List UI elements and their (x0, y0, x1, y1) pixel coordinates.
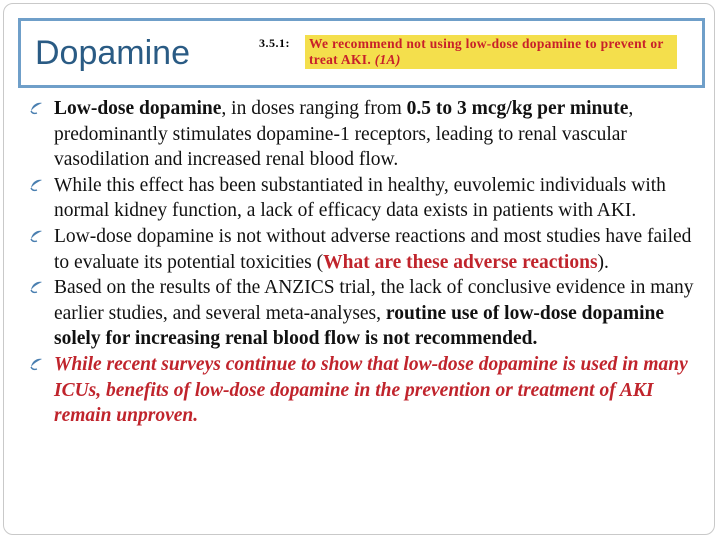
bullet-2-text: While this effect has been substantiated in healthy, euvolemic individuals with normal kidney function, a lack of efficacy data exists in patients with AKI. (54, 174, 666, 222)
curl-bullet-icon (28, 356, 44, 372)
bullet-5-text: While recent surveys continue to show that low-dose dopamine is used in many ICUs, benefits of low-dose dopamine in the prevention or treatment of AKI remain unproven. (54, 353, 688, 427)
bullet-item (24, 96, 700, 173)
recommendation-number: 3.5.1: (259, 36, 290, 50)
bullet-1-part-4: , predominantly stimulates dopamine-1 receptors, leading to renal vascular vasodilation and increased renal blood flow. (54, 98, 634, 171)
bullet-list (24, 96, 700, 429)
recommendation-highlight (305, 35, 677, 69)
bullet-4-part-2: routine use of low-dose dopamine solely for increasing renal blood flow is not recommended. (54, 302, 664, 350)
bullet-3-part-3: ). (597, 251, 609, 273)
curl-bullet-icon (28, 100, 44, 116)
curl-bullet-icon (28, 177, 44, 193)
bullet-item (24, 224, 700, 275)
title-box (18, 18, 705, 88)
recommendation-grade: (1A) (374, 52, 401, 67)
bullet-4-part-1: Based on the results of the ANZICS trial, the lack of conclusive evidence in many earlier studies, and several meta-analyses, (54, 277, 694, 324)
curl-bullet-icon (28, 279, 44, 295)
bullet-item (24, 173, 700, 224)
recommendation-text: We recommend not using low-dose dopamine to prevent or treat AKI. (309, 36, 664, 67)
bullet-1-part-2: , in doses ranging from (221, 98, 407, 119)
bullet-item (24, 352, 700, 429)
curl-bullet-icon (28, 228, 44, 244)
bullet-1-part-1: Low-dose dopamine (54, 98, 222, 119)
bullet-1-part-3: 0.5 to 3 mcg/kg per minute (406, 98, 629, 119)
bullet-item (24, 275, 700, 352)
bullet-3-question: What are these adverse reactions (323, 251, 598, 273)
slide-title: Dopamine (35, 34, 190, 72)
bullet-3-part-1: Low-dose dopamine is not without adverse reactions and most studies have failed to evaluate its potential toxicities ( (54, 225, 692, 273)
